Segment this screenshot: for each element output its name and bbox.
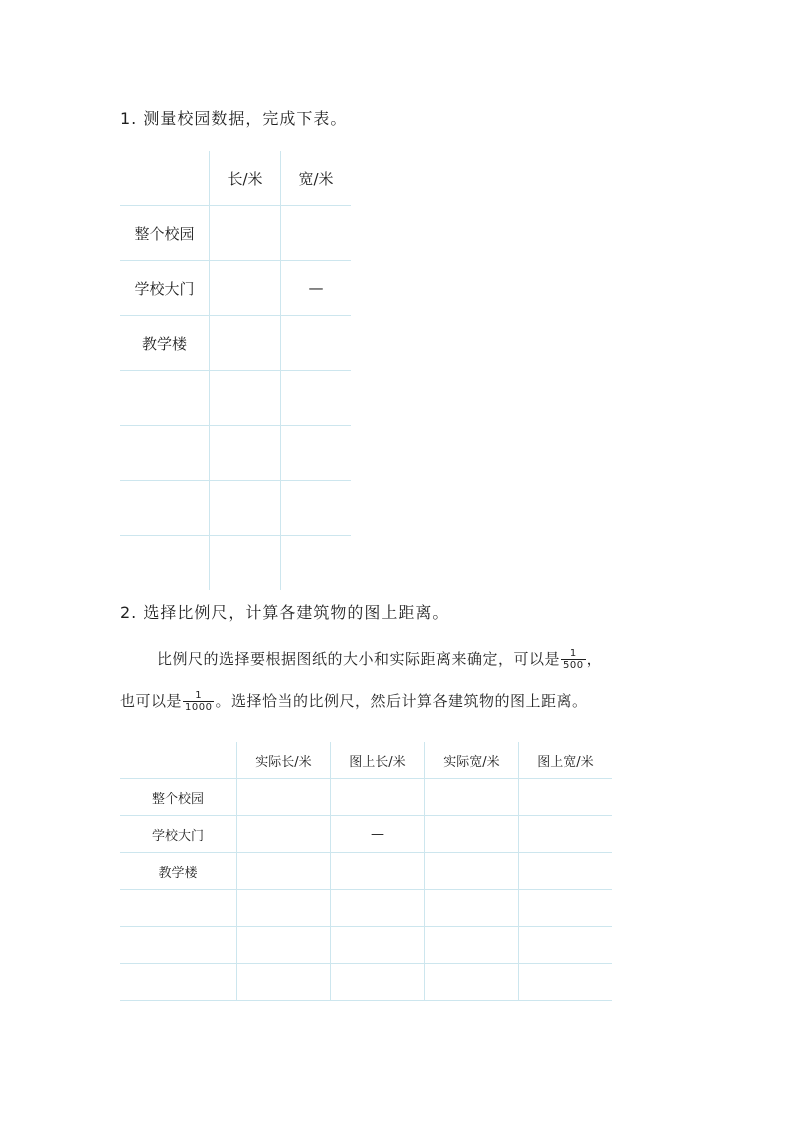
table-cell xyxy=(425,890,519,927)
table-cell xyxy=(519,927,613,964)
table-row xyxy=(120,536,351,591)
column-header: 实际宽/米 xyxy=(425,742,519,779)
table-cell xyxy=(281,371,352,426)
table-cell xyxy=(519,890,613,927)
table-cell xyxy=(210,316,281,371)
scale-instruction-line-1 xyxy=(157,648,717,671)
fraction-denominator: 1000 xyxy=(185,702,213,713)
table-cell xyxy=(237,779,331,816)
row-label xyxy=(120,964,237,1001)
row-label xyxy=(120,536,210,591)
table-cell xyxy=(331,927,425,964)
table-cell xyxy=(210,371,281,426)
table-cell xyxy=(519,853,613,890)
table-cell: — xyxy=(331,816,425,853)
table-row xyxy=(120,779,612,816)
table-cell xyxy=(331,779,425,816)
row-label xyxy=(120,927,237,964)
table-row xyxy=(120,927,612,964)
campus-measurement-table xyxy=(120,151,351,590)
table-row xyxy=(120,371,351,426)
table-row xyxy=(120,316,351,371)
column-header xyxy=(120,742,237,779)
table-cell xyxy=(331,964,425,1001)
row-label: 整个校园 xyxy=(120,206,210,261)
table-cell xyxy=(331,890,425,927)
table-cell xyxy=(210,481,281,536)
row-label xyxy=(120,426,210,481)
instruction-text: 也可以是 xyxy=(120,692,183,710)
table-cell xyxy=(281,316,352,371)
table-cell xyxy=(210,206,281,261)
map-distance-table xyxy=(120,742,612,1001)
table-cell xyxy=(425,853,519,890)
question-2-heading: 2. 选择比例尺，计算各建筑物的图上距离。 xyxy=(120,603,450,622)
table-cell xyxy=(425,927,519,964)
header-row xyxy=(120,742,612,779)
question-1-heading: 1. 测量校园数据，完成下表。 xyxy=(120,109,348,128)
table-cell xyxy=(237,927,331,964)
row-label: 教学楼 xyxy=(120,853,237,890)
column-header: 长/米 xyxy=(210,151,281,206)
table-cell xyxy=(519,964,613,1001)
fraction-denominator: 500 xyxy=(563,660,584,671)
scale-instruction-line-2 xyxy=(120,690,680,713)
fraction-1-500 xyxy=(561,648,586,671)
row-label xyxy=(120,890,237,927)
table-cell xyxy=(237,964,331,1001)
row-label: 教学楼 xyxy=(120,316,210,371)
table-cell: — xyxy=(281,261,352,316)
table-cell xyxy=(210,426,281,481)
table-cell xyxy=(519,816,613,853)
column-header xyxy=(120,151,210,206)
table-row xyxy=(120,426,351,481)
table-cell xyxy=(210,261,281,316)
table-cell xyxy=(237,853,331,890)
row-label xyxy=(120,371,210,426)
table-row xyxy=(120,816,612,853)
column-header: 图上长/米 xyxy=(331,742,425,779)
table-row xyxy=(120,261,351,316)
table-cell xyxy=(210,536,281,591)
table-cell xyxy=(237,816,331,853)
column-header: 宽/米 xyxy=(281,151,352,206)
table-cell xyxy=(281,426,352,481)
instruction-punctuation: ， xyxy=(586,650,603,668)
instruction-text: 比例尺的选择要根据图纸的大小和实际距离来确定，可以是 xyxy=(157,650,561,668)
table-cell xyxy=(331,853,425,890)
table-cell xyxy=(519,779,613,816)
table-row xyxy=(120,853,612,890)
row-label: 学校大门 xyxy=(120,261,210,316)
header-row xyxy=(120,151,351,206)
row-label xyxy=(120,481,210,536)
table-row xyxy=(120,481,351,536)
table-cell xyxy=(281,481,352,536)
fraction-numerator: 1 xyxy=(183,690,214,702)
instruction-text: 。选择恰当的比例尺，然后计算各建筑物的图上距离。 xyxy=(215,692,588,710)
table-cell xyxy=(281,206,352,261)
table-cell xyxy=(425,964,519,1001)
table-row xyxy=(120,206,351,261)
table-cell xyxy=(281,536,352,591)
table-row xyxy=(120,964,612,1001)
column-header: 图上宽/米 xyxy=(519,742,613,779)
row-label: 学校大门 xyxy=(120,816,237,853)
table-cell xyxy=(425,779,519,816)
column-header: 实际长/米 xyxy=(237,742,331,779)
table-row xyxy=(120,890,612,927)
fraction-numerator: 1 xyxy=(561,648,586,660)
table-cell xyxy=(237,890,331,927)
row-label: 整个校园 xyxy=(120,779,237,816)
table-cell xyxy=(425,816,519,853)
fraction-1-1000 xyxy=(183,690,214,713)
